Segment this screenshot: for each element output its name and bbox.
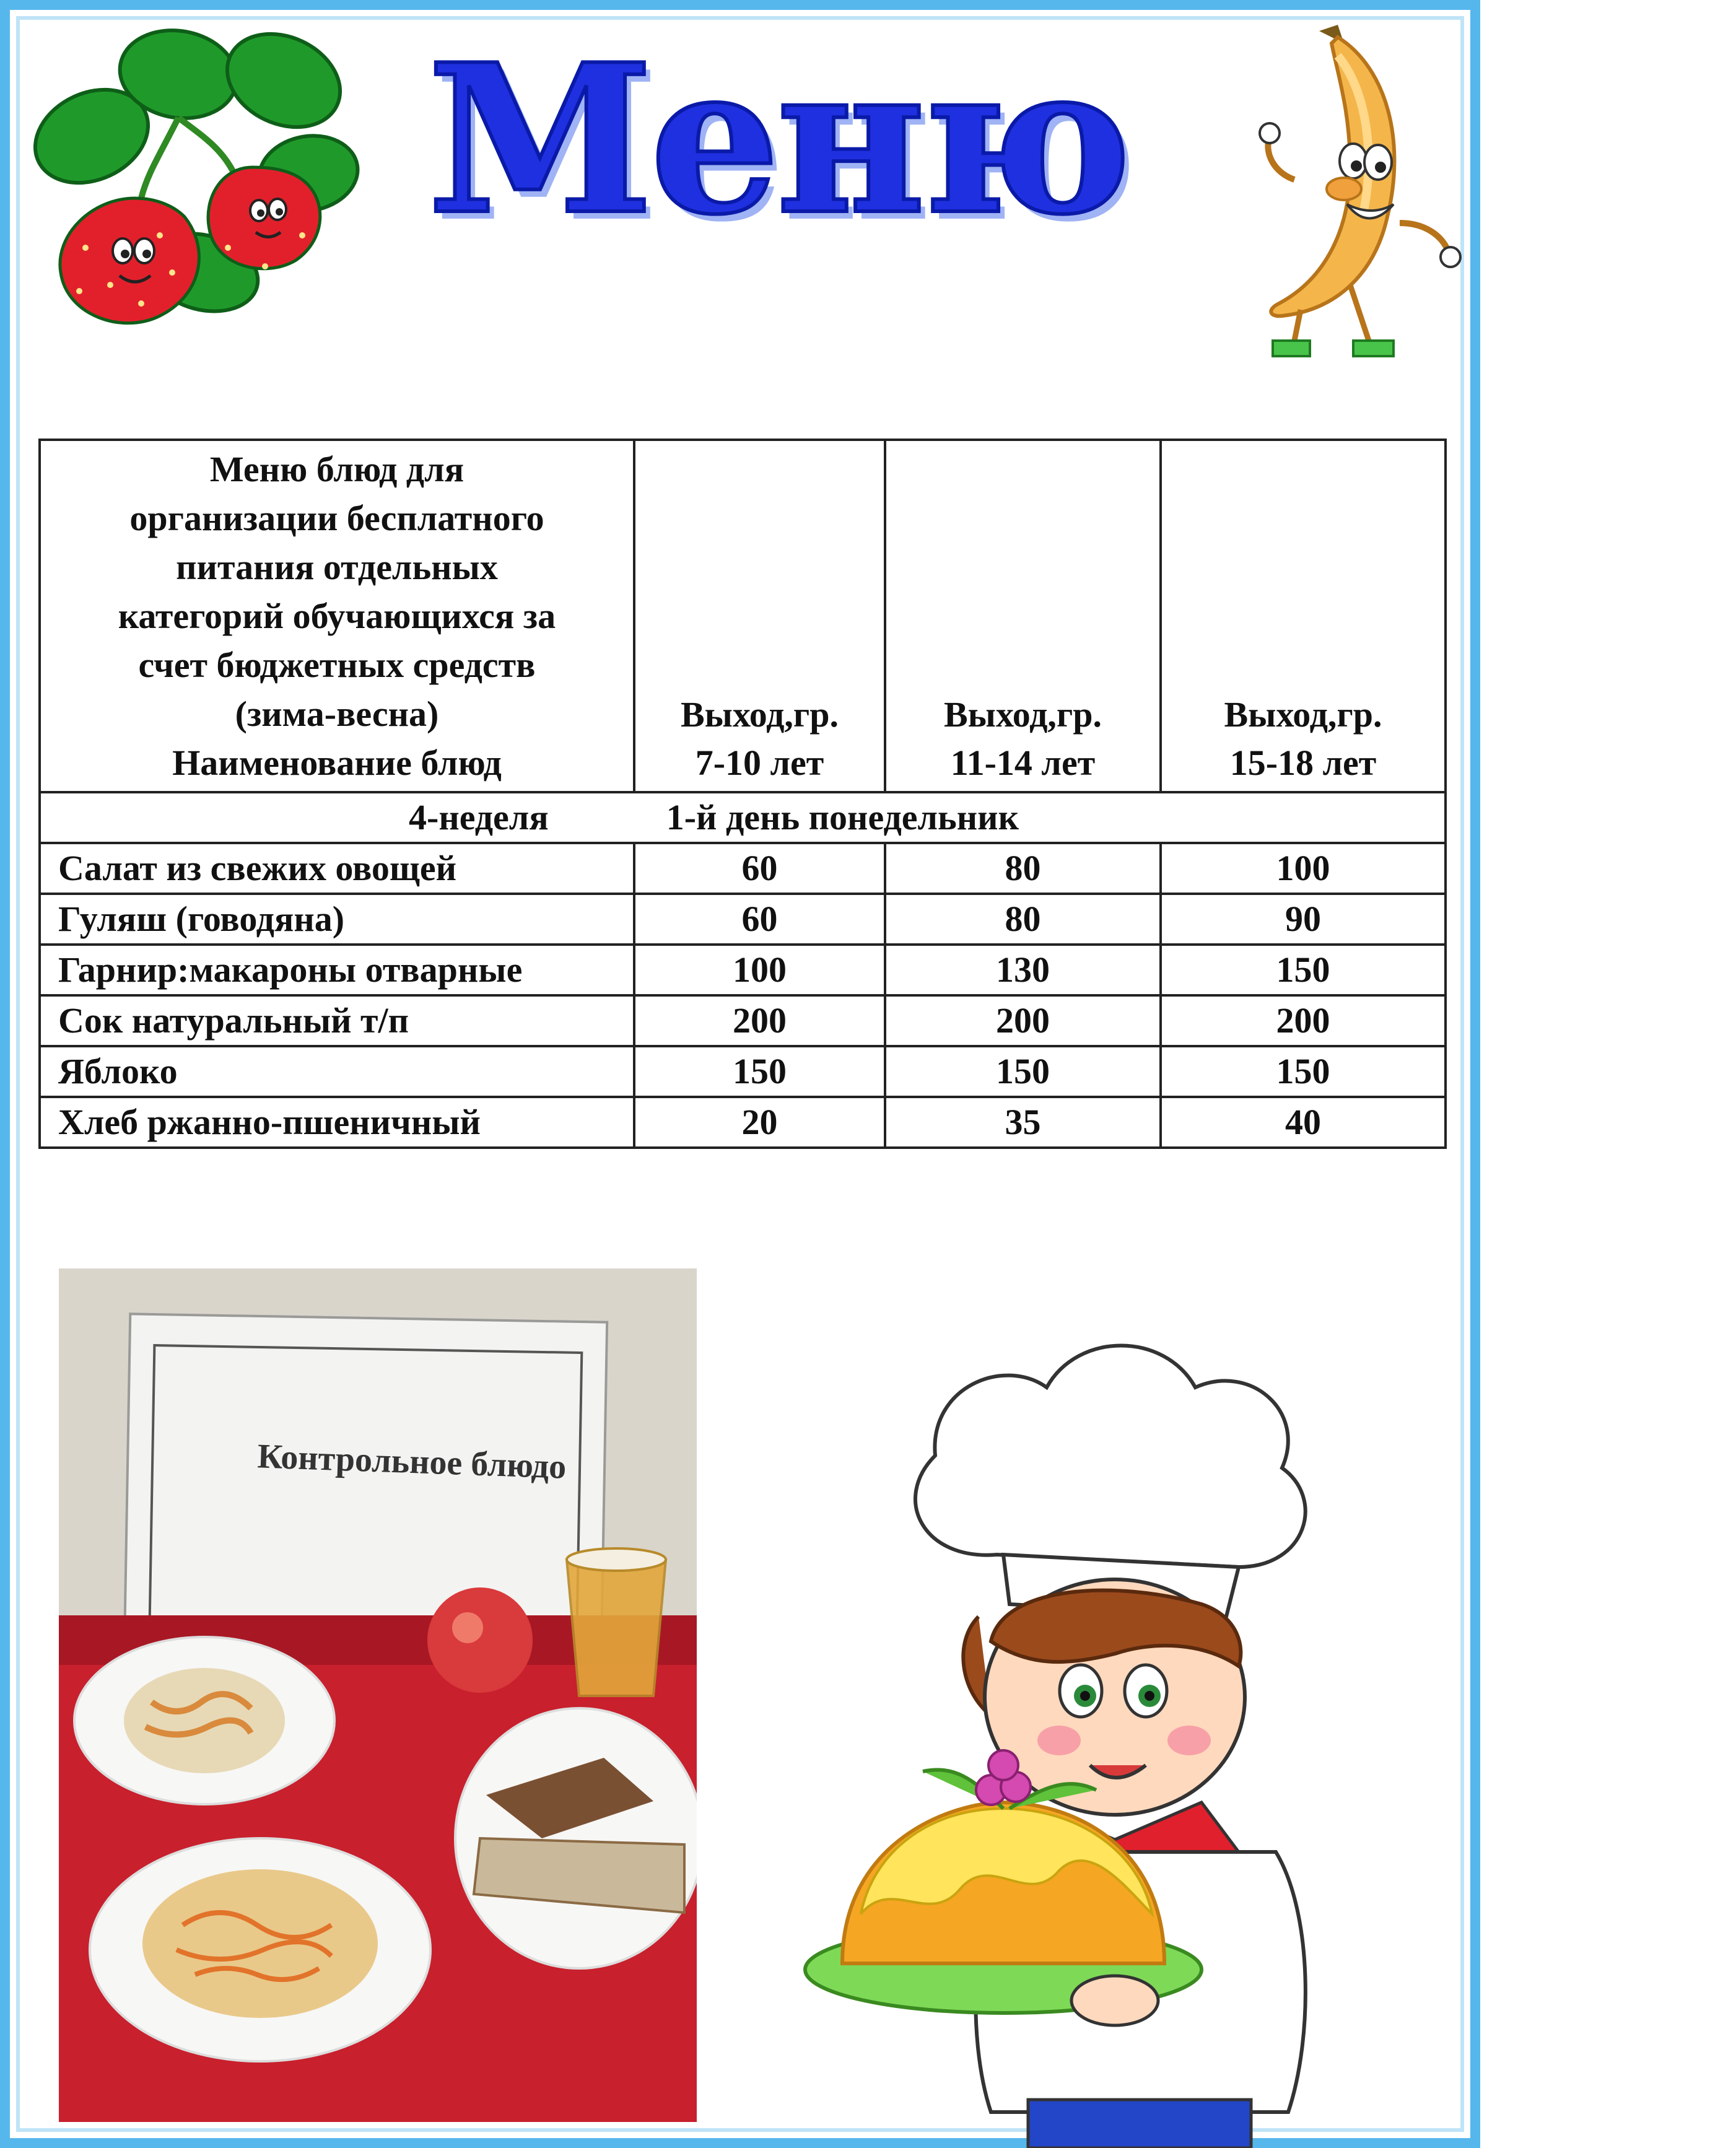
dish-column-header <box>40 440 634 792</box>
portion-15-18: 90 <box>1161 894 1446 945</box>
dish-name: Гуляш (говодяна) <box>40 894 634 945</box>
week-day-cell <box>40 792 1446 843</box>
portion-15-18: 150 <box>1161 945 1446 995</box>
dish-name: Салат из свежих овощей <box>40 843 634 894</box>
portion-7-10: 100 <box>634 945 885 995</box>
portion-11-14: 80 <box>885 894 1161 945</box>
portion-7-10: 60 <box>634 843 885 894</box>
column-header-age: 15-18 лет <box>1229 743 1377 783</box>
column-header-label: Выход,гр. <box>680 694 839 735</box>
portion-15-18: 200 <box>1161 995 1446 1046</box>
header-line: Наименование блюд <box>172 743 502 783</box>
week-label: 4-неделя <box>409 797 549 837</box>
table-row <box>40 995 1446 1046</box>
column-header-label: Выход,гр. <box>943 694 1102 735</box>
header-line: категорий обучающихся за <box>118 596 556 636</box>
strawberry-icon <box>17 12 364 334</box>
portion-15-18: 40 <box>1161 1097 1446 1148</box>
header-line: (зима-весна) <box>235 694 439 734</box>
column-header-15-18 <box>1161 440 1446 792</box>
photo-caption: Контрольное блюдо <box>256 1437 567 1487</box>
header-line: питания отдельных <box>176 547 498 587</box>
portion-11-14: 80 <box>885 843 1161 894</box>
column-header-label: Выход,гр. <box>1224 694 1382 735</box>
table-row <box>40 945 1446 995</box>
control-dish-photo <box>59 1268 697 2122</box>
portion-11-14: 130 <box>885 945 1161 995</box>
week-day-row <box>40 792 1446 843</box>
photo-scene <box>59 1268 697 2122</box>
table-row <box>40 894 1446 945</box>
portion-7-10: 200 <box>634 995 885 1046</box>
table-row <box>40 1097 1446 1148</box>
dish-name: Гарнир:макароны отварные <box>40 945 634 995</box>
dish-name: Сок натуральный т/п <box>40 995 634 1046</box>
header-line: счет бюджетных средств <box>138 645 536 685</box>
portion-11-14: 35 <box>885 1097 1161 1148</box>
column-header-7-10 <box>634 440 885 792</box>
column-header-11-14 <box>885 440 1161 792</box>
header-line: организации бесплатного <box>129 498 544 538</box>
table-header-row <box>40 440 1446 792</box>
dish-name: Яблоко <box>40 1046 634 1097</box>
table-row <box>40 843 1446 894</box>
portion-7-10: 60 <box>634 894 885 945</box>
portion-15-18: 150 <box>1161 1046 1446 1097</box>
header-line: Меню блюд для <box>209 449 465 489</box>
portion-15-18: 100 <box>1161 843 1446 894</box>
banana-icon <box>1245 19 1462 365</box>
portion-7-10: 150 <box>634 1046 885 1097</box>
chef-icon <box>768 1294 1387 2148</box>
dish-name: Хлеб ржанно-пшеничный <box>40 1097 634 1148</box>
portion-11-14: 150 <box>885 1046 1161 1097</box>
menu-table <box>38 439 1447 1149</box>
portion-11-14: 200 <box>885 995 1161 1046</box>
page-title: Меню <box>427 19 1128 260</box>
column-header-age: 7-10 лет <box>695 743 824 783</box>
column-header-age: 11-14 лет <box>950 743 1096 783</box>
table-row <box>40 1046 1446 1097</box>
portion-7-10: 20 <box>634 1097 885 1148</box>
day-label: 1-й день понедельник <box>666 797 1019 837</box>
